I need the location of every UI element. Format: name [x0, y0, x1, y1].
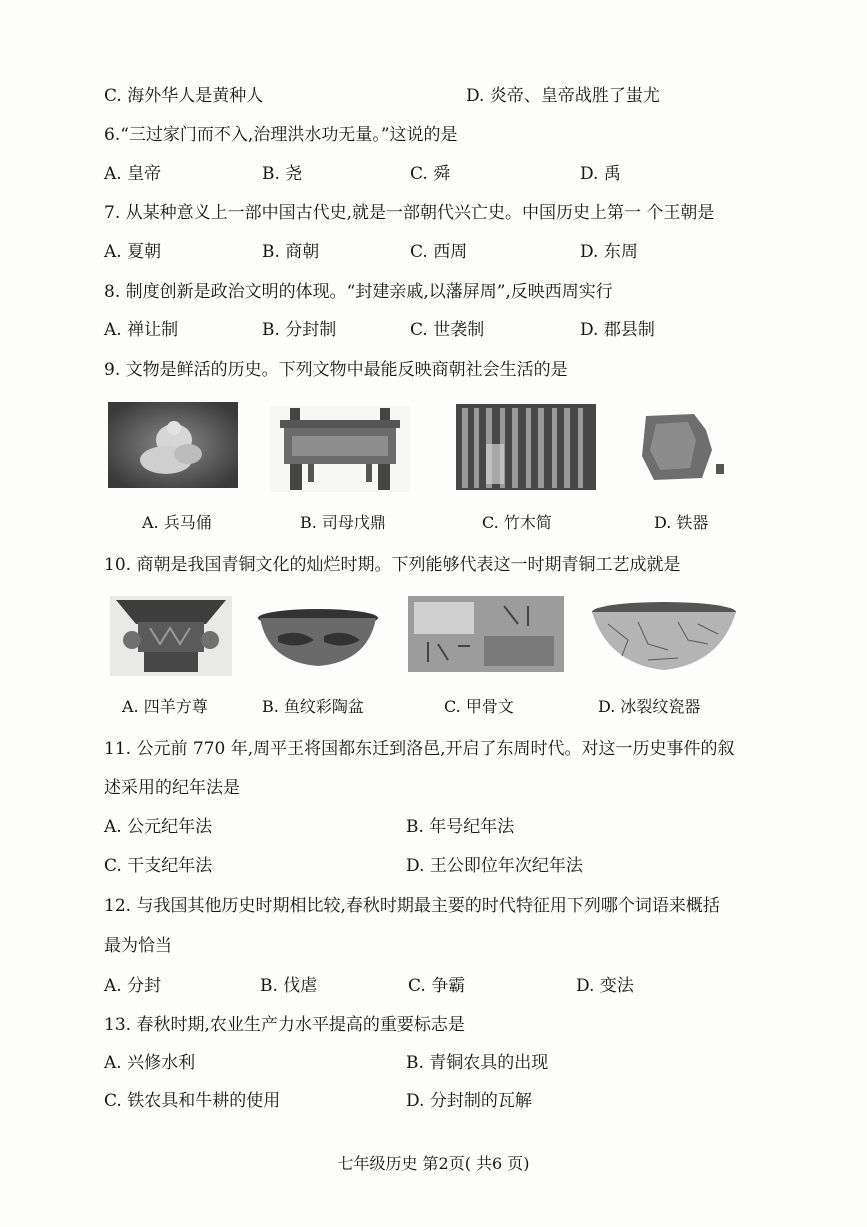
q10-caption-d: D. 冰裂纹瓷器 [598, 697, 701, 716]
q13-option-c: C. 铁农具和牛耕的使用 [104, 1091, 281, 1111]
q6-option-b: B. 尧 [262, 164, 303, 184]
q9-stem: 9. 文物是鲜活的历史。下列文物中最能反映商朝社会生活的是 [104, 360, 568, 380]
q12-option-b: B. 伐虐 [260, 976, 318, 996]
q12-stem-line2: 最为恰当 [104, 936, 172, 956]
q9-caption-b: B. 司母戊鼎 [300, 513, 386, 532]
q11-option-c: C. 干支纪年法 [104, 856, 213, 876]
q11-stem-line1: 11. 公元前 770 年,周平王将国都东迁到洛邑,开启了东周时代。对这一历史事件的叙 [104, 739, 735, 759]
q8-option-a: A. 禅让制 [104, 320, 179, 340]
four-ram-square-zun-image [110, 596, 232, 676]
q8-stem: 8. 制度创新是政治文明的体现。“封建亲戚,以藩屏周”,反映西周实行 [104, 282, 613, 302]
crackle-glaze-porcelain-image [588, 600, 740, 674]
simuwu-ding-image [270, 406, 410, 492]
q11-stem-line2: 述采用的纪年法是 [104, 778, 240, 798]
q9-caption-a: A. 兵马俑 [142, 513, 212, 532]
q5-option-c: C. 海外华人是黄种人 [104, 86, 264, 106]
q13-option-d: D. 分封制的瓦解 [406, 1091, 532, 1111]
q10-caption-c: C. 甲骨文 [444, 697, 514, 716]
q12-option-d: D. 变法 [576, 976, 634, 996]
q11-option-a: A. 公元纪年法 [104, 817, 213, 837]
fish-pattern-pottery-basin-image [254, 606, 382, 670]
terracotta-warrior-image [108, 402, 238, 488]
q7-option-a: A. 夏朝 [104, 242, 162, 262]
q10-stem: 10. 商朝是我国青铜文化的灿烂时期。下列能够代表这一时期青铜工艺成就是 [104, 555, 681, 575]
q7-stem: 7. 从某种意义上一部中国古代史,就是一部朝代兴亡史。中国历史上第一 个王朝是 [104, 203, 715, 223]
q10-caption-a: A. 四羊方尊 [122, 697, 208, 716]
q8-option-b: B. 分封制 [262, 320, 337, 340]
q7-option-b: B. 商朝 [262, 242, 320, 262]
q6-option-a: A. 皇帝 [104, 164, 162, 184]
q7-option-c: C. 西周 [410, 242, 468, 262]
q10-caption-b: B. 鱼纹彩陶盆 [262, 697, 364, 716]
q7-option-d: D. 东周 [580, 242, 638, 262]
q12-option-a: A. 分封 [104, 976, 162, 996]
q12-option-c: C. 争霸 [408, 976, 466, 996]
q13-stem: 13. 春秋时期,农业生产力水平提高的重要标志是 [104, 1015, 465, 1035]
q11-option-d: D. 王公即位年次纪年法 [406, 856, 583, 876]
q6-option-d: D. 禹 [580, 164, 621, 184]
q6-option-c: C. 舜 [410, 164, 451, 184]
q13-option-a: A. 兴修水利 [104, 1053, 196, 1073]
q11-option-b: B. 年号纪年法 [406, 817, 515, 837]
page-footer: 七年级历史 第2页( 共6 页) [337, 1154, 530, 1173]
q13-option-b: B. 青铜农具的出现 [406, 1053, 549, 1073]
q8-option-c: C. 世袭制 [410, 320, 485, 340]
q8-option-d: D. 郡县制 [580, 320, 655, 340]
q9-caption-d: D. 铁器 [654, 513, 709, 532]
iron-artifact-image [636, 410, 734, 484]
bamboo-slips-image [456, 404, 596, 490]
q5-option-d: D. 炎帝、皇帝战胜了蚩尤 [466, 86, 660, 106]
q6-stem: 6.“三过家门而不入,治理洪水功无量。”这说的是 [104, 125, 458, 145]
q9-caption-c: C. 竹木简 [482, 513, 552, 532]
oracle-bone-image [408, 596, 564, 672]
q12-stem-line1: 12. 与我国其他历史时期相比较,春秋时期最主要的时代特征用下列哪个词语来概括 [104, 896, 720, 916]
